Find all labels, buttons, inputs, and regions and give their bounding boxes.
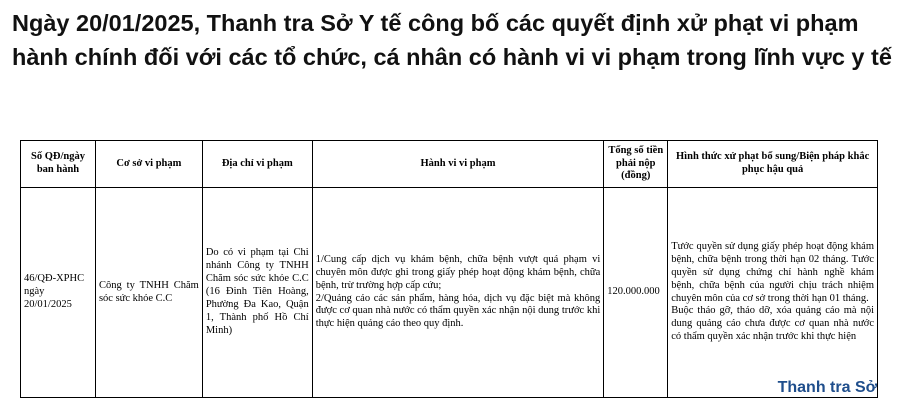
cell-amount: 120.000.000 — [604, 188, 668, 398]
header-amount: Tổng số tiền phải nộp (đồng) — [604, 141, 668, 188]
header-violations: Hành vi vi phạm — [312, 141, 604, 188]
header-decision-number: Số QĐ/ngày ban hành — [21, 141, 96, 188]
table-row — [21, 188, 878, 398]
cell-facility: Công ty TNHH Chăm sóc sức khỏe C.C — [95, 188, 202, 398]
cell-violations — [312, 188, 604, 398]
article-headline: Ngày 20/01/2025, Thanh tra Sở Y tế công bố các quyết định xử phạt vi phạm hành chính đối với các tổ chức, cá nhân có hành vi vi phạm trong lĩnh vực y tế — [12, 10, 892, 70]
cell-sanctions — [668, 188, 878, 398]
header-address: Địa chỉ vi phạm — [202, 141, 312, 188]
penalty-decision-table — [20, 140, 878, 398]
sanction-item: Tước quyền sử dụng giấy phép hoạt động khám bệnh, chữa bệnh trong thời hạn 02 tháng. Tước quyền sử dụng chứng chỉ hành nghề khám bệnh, chữa bệnh của người chịu trách nhiệm chuyên môn của cơ sở trong thời hạn 01 tháng. — [671, 240, 874, 304]
violation-item: 2/Quảng cáo các sản phẩm, hàng hóa, dịch vụ đặc biệt mà không được cơ quan nhà nước có thẩm quyền xác nhận nội dung trước khi thực hiện quảng cáo theo quy định. — [315, 292, 601, 330]
header-facility: Cơ sở vi phạm — [95, 141, 202, 188]
header-sanctions: Hình thức xử phạt bổ sung/Biện pháp khắc phục hậu quả — [668, 141, 878, 188]
table-header-row — [21, 141, 878, 188]
violation-item: 1/Cung cấp dịch vụ khám bệnh, chữa bệnh vượt quá phạm vi chuyên môn được ghi trong giấy phép hoạt động khám bệnh, chữa bệnh, trừ trường hợp cấp cứu; — [315, 253, 601, 291]
cell-decision-number: 46/QĐ-XPHC ngày 20/01/2025 — [21, 188, 96, 398]
cell-address: Do có vi phạm tại Chi nhánh Công ty TNHH Chăm sóc sức khỏe C.C (16 Đinh Tiên Hoàng, Phường Đa Kao, Quận 1, Thành phố Hồ Chí Minh) — [202, 188, 312, 398]
sanction-item: Buộc tháo gỡ, tháo dỡ, xóa quảng cáo mà nội dung quảng cáo chưa được cơ quan nhà nước có thẩm quyền xác nhận trước khi thực hiện — [671, 305, 874, 343]
image-credit: Thanh tra Sở — [777, 379, 877, 396]
